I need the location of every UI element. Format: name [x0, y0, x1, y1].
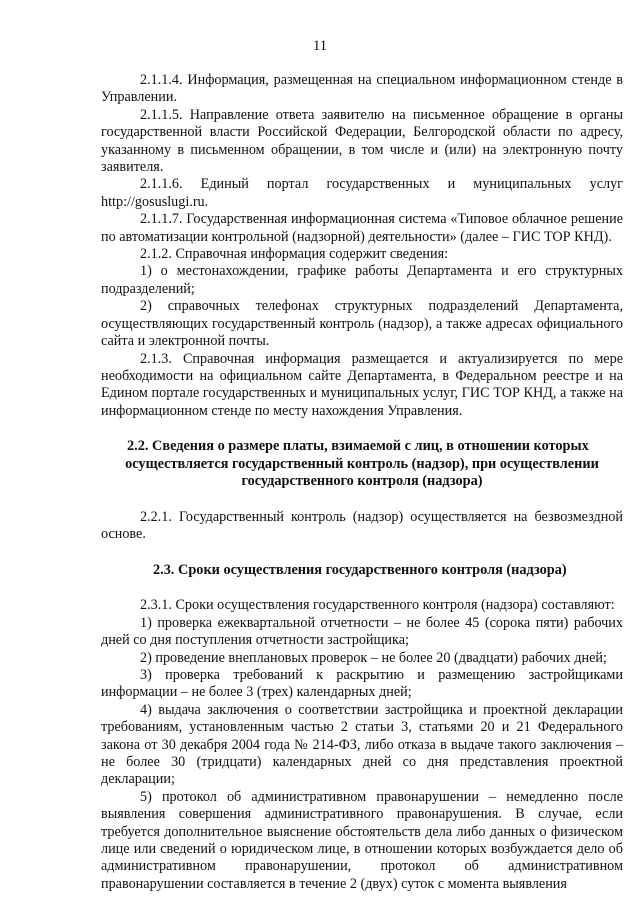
- section-heading-2-2-line3: государственного контроля (надзора): [241, 473, 483, 490]
- paragraph: 2.1.2. Справочная информация содержит сведения:: [140, 246, 449, 263]
- paragraph: 2.1.1.4. Информация, размещенная на специальном информационном стенде в Управлении.: [101, 72, 623, 106]
- list-item: 2) справочных телефонах структурных подразделений Департамента, осуществляющих государственный контроль (надзор), а также адресах официального сайта и электронной почты.: [101, 298, 623, 350]
- paragraph: 2.1.1.5. Направление ответа заявителю на письменное обращение в органы государственной власти Российской Федерации, Белгородской области по адресу, указанному в письменном обращении, в том числе и (или) на электронную почту заявителя.: [101, 106, 623, 176]
- list-item: 3) проверка требований к раскрытию и размещению застройщиками информации – не более 3 (трех) календарных дней;: [101, 666, 623, 701]
- heading-line: 2.2. Сведения о размере платы, взимаемой с лиц, в отношении которых: [127, 438, 589, 455]
- paragraph: 2.3.1. Сроки осуществления государственного контроля (надзора) составляют:: [140, 597, 615, 614]
- list-item: 2) проведение внеплановых проверок – не более 20 (двадцати) рабочих дней;: [140, 649, 607, 666]
- page-number: 11: [313, 38, 327, 54]
- page-content: [101, 72, 623, 893]
- section-heading-2-3: 2.3. Сроки осуществления государственного контроля (надзора): [153, 561, 567, 578]
- section-heading-2-2: [101, 438, 623, 456]
- paragraph: 2.1.1.7. Государственная информационная система «Типовое облачное решение по автоматизации контрольной (надзорной) деятельности» (далее – ГИС ТОР КНД).: [101, 211, 623, 245]
- paragraph: 2.2.1. Государственный контроль (надзор) осуществляется на безвозмездной основе.: [101, 508, 623, 543]
- paragraph: 2.1.1.6. Единый портал государственных и муниципальных услуг http://gosuslugi.ru.: [101, 176, 623, 210]
- section-heading-2-2-line2: осуществляется государственный контроль (надзор), при осуществлении: [125, 455, 599, 472]
- paragraph: 2.1.3. Справочная информация размещается и актуализируется по мере необходимости на официальном сайте Департамента, в Федеральном реестре и на Едином портале государственных и муниципальных услуг, ГИС ТОР КНД, а также на информационном стенде по месту нахождения Управления.: [101, 350, 623, 419]
- list-item: 1) проверка ежеквартальной отчетности – не более 45 (сорока пяти) рабочих дней со дня поступления отчетности застройщика;: [101, 614, 623, 649]
- list-item: 4) выдача заключения о соответствии застройщика и проектной декларации требованиям, установленным частью 2 статьи 3, статьями 20 и 21 Федерального закона от 30 декабря 2004 года № 214-ФЗ, либо отказа в выдаче такого заключения – не более 30 (тридцати) календарных дней со дня представления проектной декларации;: [101, 701, 623, 788]
- list-item: 1) о местонахождении, графике работы Департамента и его структурных подразделений;: [101, 263, 623, 297]
- list-item: 5) протокол об административном правонарушении – немедленно после выявления совершения административного правонарушения. В случае, если требуется дополнительное выяснение обстоятельств дела либо данных о физическом лице или сведений о юридическом лице, в отношении которых возбуждается дело об административном правонарушении, протокол об административном правонарушении составляется в течение 2 (двух) суток с момента выявления: [101, 788, 623, 892]
